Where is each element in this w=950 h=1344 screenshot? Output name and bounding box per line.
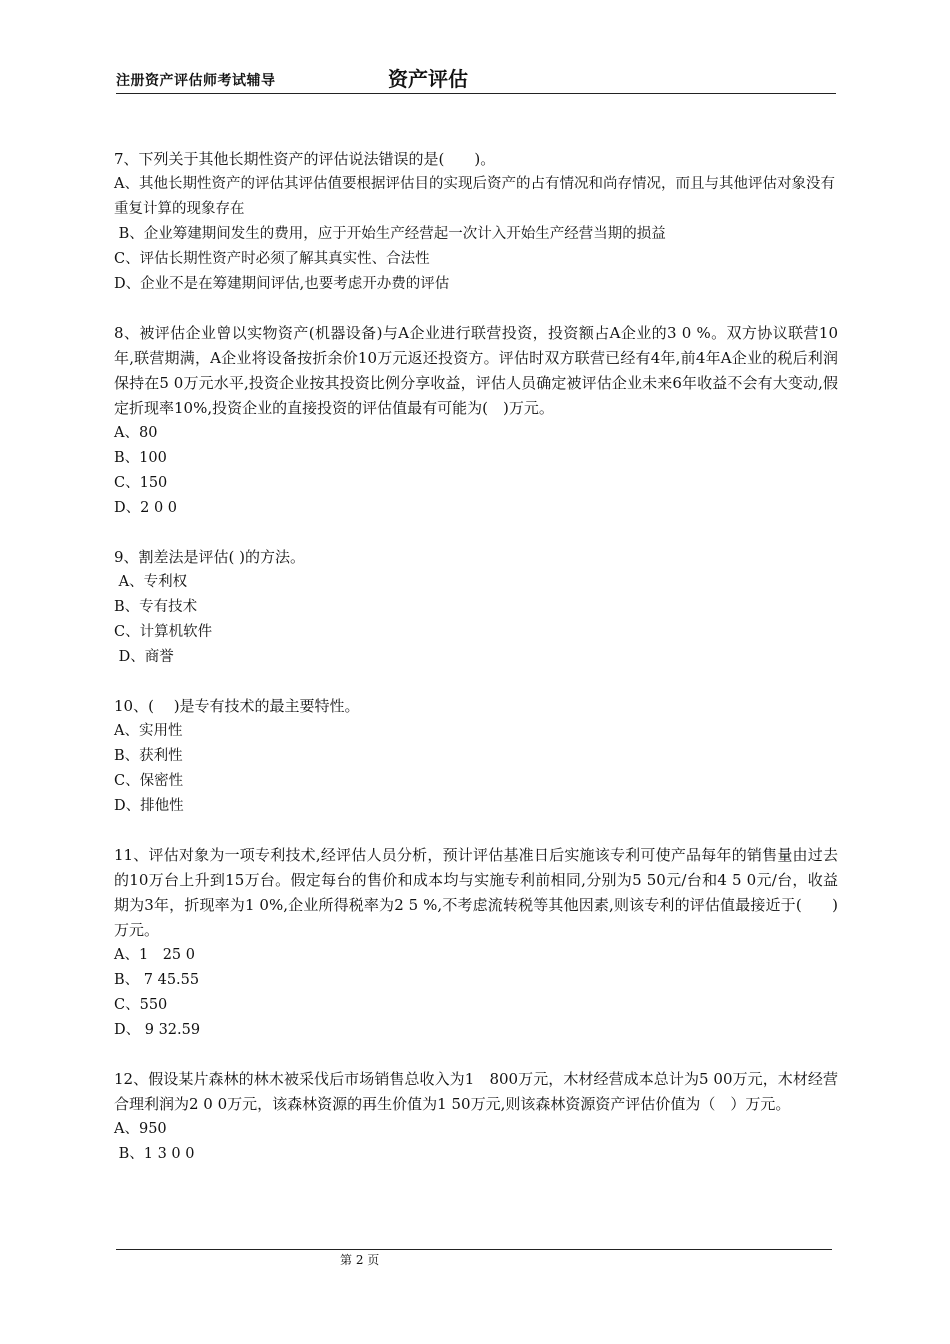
option-c: C、计算机软件 (114, 624, 213, 640)
question-stem: 12、假设某片森林的林木被采伐后市场销售总收入为1 800万元，木材经营成本总计为5 00万元，木材经营合理利润为2 0 0万元，该森林资源的再生价值为1 50万元,则该森林资源资产评估价值为（ ）万元。 (114, 1070, 838, 1113)
question-10 (114, 694, 838, 819)
option-d: D、 9 32.59 (114, 1022, 201, 1038)
header-course-title: 注册资产评估师考试辅导 (116, 73, 276, 89)
option-a: A、950 (114, 1121, 167, 1137)
question-stem: 7、下列关于其他长期性资产的评估说法错误的是( )。 (114, 150, 496, 168)
option-b: B、 7 45.55 (114, 972, 200, 988)
question-8 (114, 321, 838, 521)
header-subject-title: 资产评估 (388, 67, 468, 91)
option-a: A、1 25 0 (114, 947, 195, 963)
question-stem: 9、割差法是评估( )的方法。 (114, 548, 306, 566)
option-a: A、其他长期性资产的评估其评估值要根据评估目的实现后资产的占有情况和尚存情况，而且与其他评估对象没有重复计算的现象存在 (114, 176, 835, 217)
page-header (116, 66, 836, 94)
question-stem: 10、( )是专有技术的最主要特性。 (114, 697, 360, 715)
option-b: B、100 (114, 450, 167, 466)
question-7 (114, 147, 838, 297)
option-a: A、实用性 (114, 723, 183, 739)
question-list (114, 147, 838, 1191)
option-b: B、获利性 (114, 748, 183, 764)
option-b: B、1 3 0 0 (114, 1146, 195, 1162)
option-d: D、排他性 (114, 798, 184, 814)
question-9 (114, 545, 838, 670)
footer-divider (116, 1249, 832, 1250)
option-c: C、保密性 (114, 773, 184, 789)
question-12 (114, 1067, 838, 1167)
page-number: 第 2 页 (340, 1253, 380, 1267)
question-stem: 8、被评估企业曾以实物资产(机器设备)与A企业进行联营投资，投资额占A企业的3 0 %。双方协议联营10年,联营期满，A企业将设备按折余价10万元返还投资方。评估时双方联营已经有4年,前4年A企业的税后利润保持在5 0万元水平,投资企业按其投资比例分享收益，评估人员确定被评估企业未来6年收益不会有大变动,假定折现率10%,投资企业的直接投资的评估值最有可能为( )万元。 (114, 324, 838, 417)
option-a: A、80 (114, 425, 158, 441)
option-c: C、评估长期性资产时必须了解其真实性、合法性 (114, 251, 430, 267)
option-c: C、550 (114, 997, 168, 1013)
option-d: D、商誉 (114, 649, 174, 665)
option-b: B、专有技术 (114, 599, 198, 615)
question-stem: 11、评估对象为一项专利技术,经评估人员分析，预计评估基准日后实施该专利可使产品每年的销售量由过去的10万台上升到15万台。假定每台的售价和成本均与实施专利前相同,分别为5 50元/台和4 5 0元/台，收益期为3年，折现率为1 0%,企业所得税率为2 5 %,不考虑流转税等其他因素,则该专利的评估值最接近于( )万元。 (114, 846, 838, 939)
option-d: D、企业不是在筹建期间评估,也要考虑开办费的评估 (114, 276, 450, 292)
question-11 (114, 843, 838, 1043)
option-c: C、150 (114, 475, 168, 491)
option-b: B、企业筹建期间发生的费用，应于开始生产经营起一次计入开始生产经营当期的损益 (114, 226, 666, 242)
option-a: A、专利权 (114, 574, 188, 590)
option-d: D、2 0 0 (114, 500, 178, 516)
